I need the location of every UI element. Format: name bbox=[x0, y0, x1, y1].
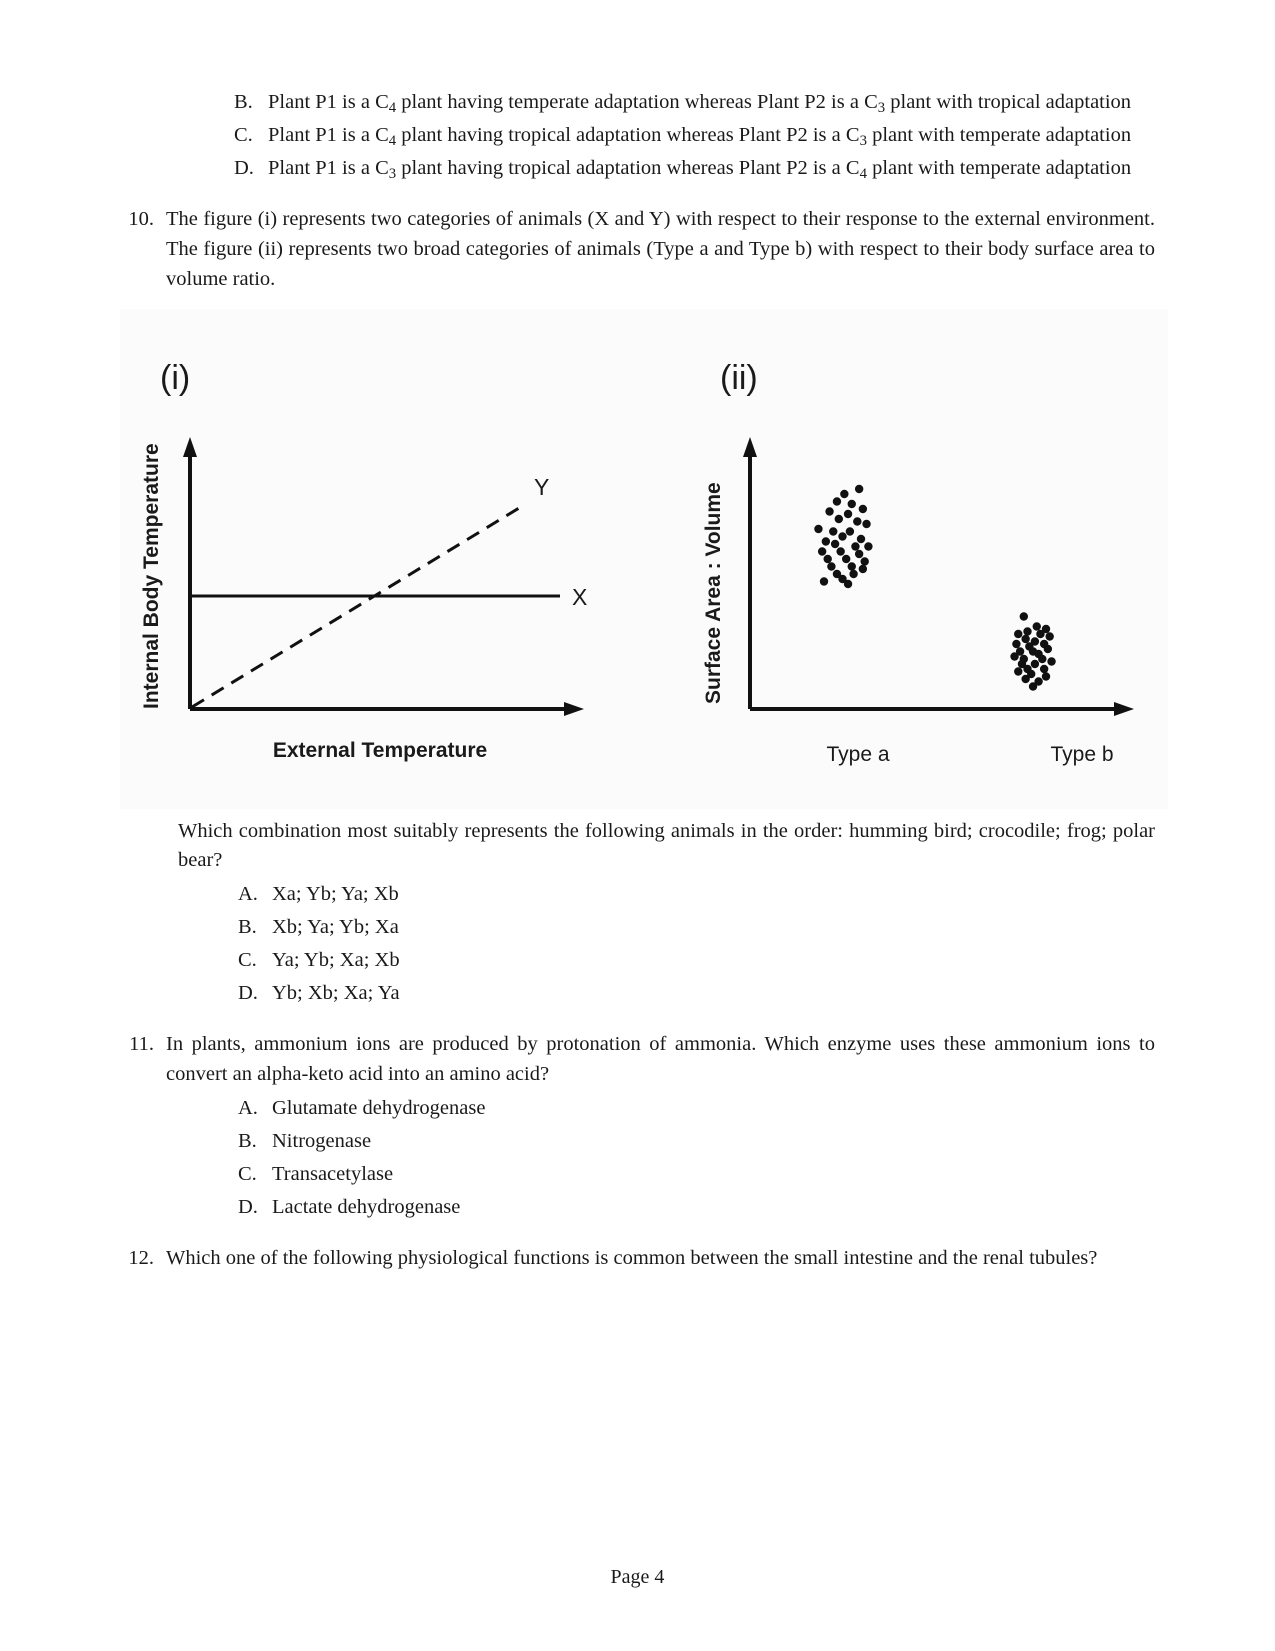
option-row bbox=[234, 88, 1155, 118]
option-label: B. bbox=[238, 1129, 257, 1152]
option-label: B. bbox=[234, 91, 253, 113]
figure-svg bbox=[120, 309, 1168, 809]
scatter-point bbox=[1029, 682, 1037, 690]
scatter-point bbox=[1012, 639, 1020, 647]
scatter-point bbox=[827, 562, 835, 570]
scatter-point bbox=[855, 484, 863, 492]
scatter-point bbox=[1042, 672, 1050, 680]
option-text: Lactate dehydrogenase bbox=[272, 1195, 461, 1218]
scatter-point bbox=[822, 537, 830, 545]
scatter-point bbox=[857, 534, 865, 542]
question-10-option-list bbox=[238, 880, 1155, 1009]
scatter-point bbox=[842, 554, 850, 562]
option-text: Plant P1 is a $C_4$ plant having temperate adaptation whereas Plant P2 is a $C_3$ plant with tropical adaptation bbox=[268, 91, 1132, 117]
scatter-point bbox=[861, 557, 869, 565]
scatter-point bbox=[818, 547, 826, 555]
scatter-point bbox=[846, 527, 854, 535]
scatter-point bbox=[848, 562, 856, 570]
scatter-point bbox=[1038, 654, 1046, 662]
figure-background bbox=[120, 309, 1168, 809]
option-row bbox=[238, 1160, 1155, 1190]
scatter-point bbox=[825, 507, 833, 515]
option-row bbox=[238, 946, 1155, 976]
scatter-point bbox=[835, 514, 843, 522]
option-row bbox=[234, 121, 1155, 151]
question-stem: In plants, ammonium ions are produced by protonation of ammonia. Which enzyme uses these ammonium ions to convert an alpha-keto acid into an amino acid? bbox=[166, 1033, 1155, 1085]
scatter-point bbox=[1044, 644, 1052, 652]
scatter-point bbox=[820, 577, 828, 585]
scatter-point bbox=[849, 569, 857, 577]
option-text: Ya; Yb; Xa; Xb bbox=[272, 949, 400, 972]
panel-i-series-y-label: Y bbox=[534, 473, 550, 500]
option-label: D. bbox=[238, 982, 258, 1005]
scatter-point bbox=[864, 542, 872, 550]
scatter-point bbox=[831, 539, 839, 547]
scatter-point bbox=[1036, 629, 1044, 637]
question-number: 11. bbox=[129, 1033, 154, 1056]
option-text: Plant P1 is a $C_4$ plant having tropical adaptation whereas Plant P2 is a $C_3$ plant with temperate adaptation bbox=[268, 123, 1132, 150]
question9-option-list bbox=[234, 88, 1155, 184]
scatter-point bbox=[853, 517, 861, 525]
question-number: 12. bbox=[128, 1246, 154, 1269]
scatter-point bbox=[844, 509, 852, 517]
scatter-point bbox=[1031, 659, 1039, 667]
scatter-point bbox=[840, 489, 848, 497]
scatter-point bbox=[824, 554, 832, 562]
scatter-point bbox=[814, 524, 822, 532]
question-10-figure bbox=[120, 309, 1168, 809]
option-label: C. bbox=[238, 1162, 257, 1185]
option-label: A. bbox=[238, 1096, 258, 1119]
option-text: Xb; Ya; Yb; Xa bbox=[272, 916, 399, 939]
panel-i-y-axis-label: Internal Body Temperature bbox=[140, 442, 163, 709]
option-text: Xa; Yb; Ya; Xb bbox=[272, 883, 399, 906]
option-text: Plant P1 is a $C_3$ plant having tropical adaptation whereas Plant P2 is a $C_4$ plant with temperate adaptation bbox=[268, 156, 1132, 182]
question-followup-text: Which combination most suitably represents the following animals in the order: humming bird; crocodile; frog; polar bear? bbox=[178, 819, 1155, 872]
option-text: Transacetylase bbox=[272, 1162, 394, 1185]
panel-i-x-axis-label: External Temperature bbox=[272, 738, 488, 762]
scatter-point bbox=[1023, 627, 1031, 635]
panel-label-i: (i) bbox=[160, 358, 191, 397]
option-label: C. bbox=[234, 123, 253, 146]
option-label: C. bbox=[238, 949, 257, 972]
scatter-point bbox=[829, 527, 837, 535]
scatter-point bbox=[844, 579, 852, 587]
scatter-point bbox=[1010, 652, 1018, 660]
scatter-point bbox=[1021, 634, 1029, 642]
scatter-point bbox=[1033, 622, 1041, 630]
scatter-point bbox=[859, 564, 867, 572]
scatter-point bbox=[836, 547, 844, 555]
option-row bbox=[234, 154, 1155, 184]
option-row bbox=[238, 1094, 1155, 1124]
option-label: A. bbox=[238, 883, 258, 906]
question-10-followup bbox=[178, 817, 1155, 877]
scatter-point bbox=[848, 499, 856, 507]
scatter-point bbox=[833, 497, 841, 505]
question-11 bbox=[120, 1030, 1155, 1090]
scatter-point bbox=[862, 519, 870, 527]
question-stem: Which one of the following physiological functions is common between the small intestine and the renal tubules? bbox=[166, 1246, 1098, 1269]
panel-ii-category-label-type-a: Type a bbox=[826, 742, 890, 766]
option-row bbox=[238, 880, 1155, 910]
scatter-point bbox=[1046, 632, 1054, 640]
scatter-point bbox=[1014, 667, 1022, 675]
option-label: D. bbox=[238, 1195, 258, 1218]
scatter-point bbox=[1020, 612, 1028, 620]
question-11-option-list bbox=[238, 1094, 1155, 1223]
scatter-point bbox=[859, 504, 867, 512]
question-number: 10. bbox=[128, 207, 154, 230]
option-row bbox=[238, 1193, 1155, 1223]
question-10 bbox=[120, 205, 1155, 295]
option-text: Glutamate dehydrogenase bbox=[272, 1096, 486, 1119]
option-label: B. bbox=[238, 916, 257, 939]
option-label: D. bbox=[234, 156, 254, 179]
page-footer: Page 4 bbox=[610, 1566, 665, 1588]
panel-label-ii: (ii) bbox=[720, 358, 758, 397]
scatter-point bbox=[855, 549, 863, 557]
scatter-point bbox=[838, 532, 846, 540]
panel-ii-y-axis-label: Surface Area : Volume bbox=[702, 481, 725, 704]
question-stem: The figure (i) represents two categories of animals (X and Y) with respect to their response to the external environment. The figure (ii) represents two broad categories of animals (Type a and Type b) with respect to their body surface area to volume ratio. bbox=[166, 207, 1155, 290]
option-text: Yb; Xb; Xa; Ya bbox=[272, 982, 400, 1005]
scatter-point bbox=[1021, 674, 1029, 682]
scatter-point bbox=[1040, 664, 1048, 672]
panel-ii-category-label-type-b: Type b bbox=[1050, 742, 1114, 766]
option-row bbox=[238, 979, 1155, 1009]
option-row bbox=[238, 1127, 1155, 1157]
scatter-point bbox=[1014, 629, 1022, 637]
question-12 bbox=[120, 1244, 1155, 1274]
option-row bbox=[238, 913, 1155, 943]
scatter-point bbox=[851, 542, 859, 550]
option-text: Nitrogenase bbox=[272, 1129, 372, 1152]
panel-i-series-x-label: X bbox=[572, 583, 588, 610]
scatter-point bbox=[1047, 657, 1055, 665]
